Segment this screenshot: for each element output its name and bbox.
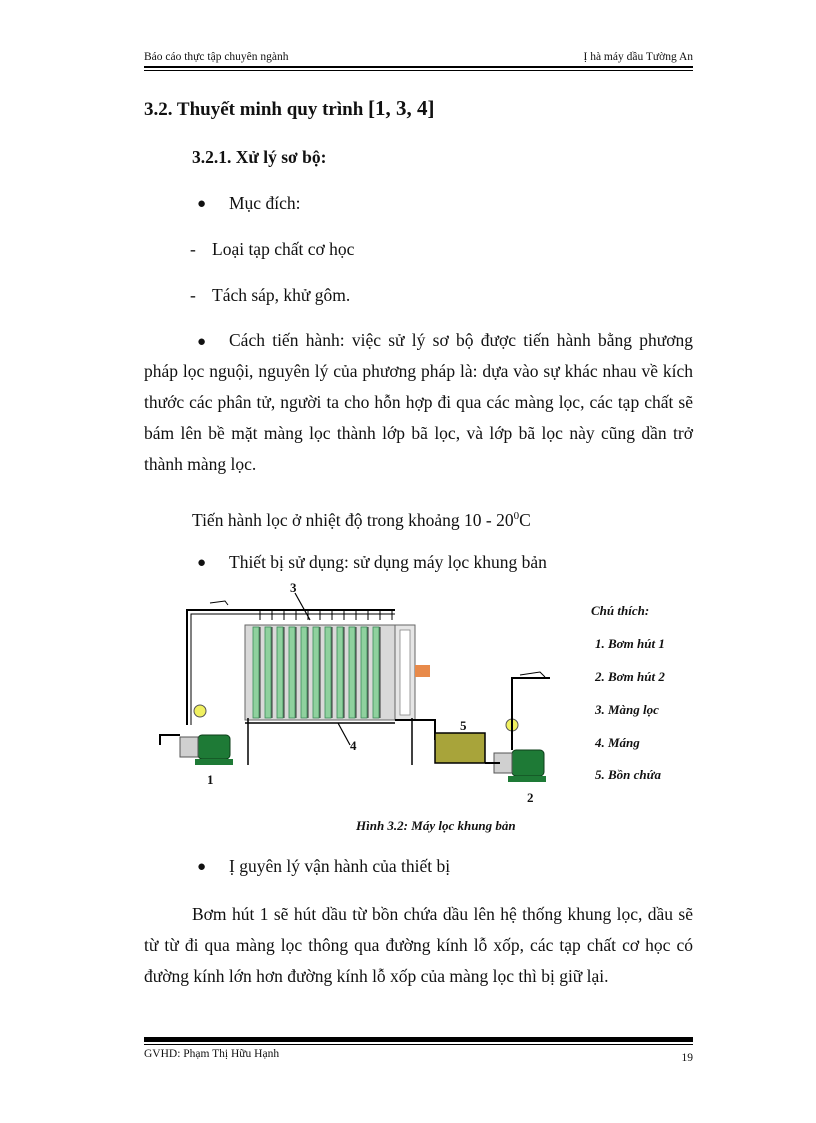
figure-label-3: 3 bbox=[290, 580, 297, 595]
inlet-manifold bbox=[250, 610, 395, 620]
legend-item-2: 2. Bơm hút 2 bbox=[595, 669, 665, 684]
temperature-superscript: 0 bbox=[513, 510, 520, 522]
method-paragraph bbox=[144, 325, 693, 480]
pump-1-icon bbox=[180, 735, 233, 765]
temperature-line bbox=[192, 502, 531, 534]
figure-label-2: 2 bbox=[527, 790, 534, 805]
footer-rule bbox=[144, 1037, 693, 1042]
pump-2-outlet-pipe bbox=[512, 678, 550, 750]
support-legs bbox=[248, 718, 412, 765]
temperature-unit: C bbox=[519, 509, 531, 530]
legend-item-4: 4. Máng bbox=[595, 735, 640, 750]
press-handle bbox=[415, 665, 430, 677]
temperature-text: Tiến hành lọc ở nhiệt độ trong khoảng 10 - 20 bbox=[192, 509, 514, 530]
dash-icon: - bbox=[190, 285, 196, 305]
figure-caption: Hình 3.2: Máy lọc khung bản bbox=[356, 818, 516, 833]
pointer-3 bbox=[295, 593, 310, 620]
bullet-principle: Ị guyên lý vận hành của thiết bị bbox=[229, 856, 451, 876]
legend-item-1: 1. Bơm hút 1 bbox=[595, 636, 665, 651]
dash-item-2: Tách sáp, khử gôm. bbox=[212, 285, 351, 305]
figure-label-4: 4 bbox=[350, 738, 357, 753]
footer-advisor: GVHD: Phạm Thị Hữu Hạnh bbox=[144, 1048, 280, 1060]
bullet-equipment: Thiết bị sử dụng: sử dụng máy lọc khung bản bbox=[229, 552, 547, 572]
header-rule-thin bbox=[144, 70, 693, 71]
bullet-icon: ● bbox=[197, 859, 207, 875]
bullet-purpose: Mục đích: bbox=[229, 193, 301, 213]
bullet-icon: ● bbox=[197, 196, 207, 212]
inlet-nozzle-icon bbox=[210, 601, 228, 605]
dash-icon: - bbox=[190, 239, 196, 259]
operation-paragraph bbox=[144, 899, 693, 992]
pump-2-icon bbox=[494, 750, 546, 782]
outlet-pipe bbox=[395, 720, 435, 740]
header-right: Ị hà máy dầu Tường An bbox=[583, 51, 693, 63]
subsection-title: 3.2.1. Xử lý sơ bộ: bbox=[192, 147, 327, 167]
footer-rule-thin bbox=[144, 1044, 693, 1045]
filter-press-diagram bbox=[150, 575, 580, 810]
figure-label-1: 1 bbox=[207, 772, 214, 787]
section-title bbox=[144, 96, 435, 121]
figure-label-5: 5 bbox=[460, 718, 467, 733]
section-reference: [1, 3, 4] bbox=[368, 96, 435, 120]
pointer-4 bbox=[338, 723, 350, 745]
dash-item-1: Loại tạp chất cơ học bbox=[212, 239, 355, 259]
header-rule bbox=[144, 66, 693, 68]
bullet-icon: ● bbox=[197, 334, 207, 350]
page-number: 19 bbox=[681, 1052, 693, 1064]
bullet-icon: ● bbox=[197, 555, 207, 571]
section-title-text: 3.2. Thuyết minh quy trình bbox=[144, 99, 364, 120]
legend-item-3: 3. Màng lọc bbox=[595, 702, 659, 717]
method-paragraph-text: Cách tiến hành: việc sử lý sơ bộ được tiến hành bằng phương pháp lọc nguội, nguyên lý của phương pháp là: dựa vào sự khác nhau về kích thước các phân tử, người ta cho hỗn hợp đi qua các màng lọc, các tạp chất sẽ bám lên bề mặt màng lọc thành lớp bã lọc, và lớp bã lọc này cũng dần trở thành màng lọc. bbox=[144, 330, 693, 474]
header-left: Báo cáo thực tập chuyên ngành bbox=[144, 51, 289, 63]
gauge-1-icon bbox=[194, 705, 206, 717]
legend-title: Chú thích: bbox=[591, 603, 650, 618]
outlet-nozzle-icon bbox=[520, 672, 545, 677]
legend-item-5: 5. Bồn chứa bbox=[595, 767, 661, 782]
operation-paragraph-text: Bơm hút 1 sẽ hút dầu từ bồn chứa dầu lên hệ thống khung lọc, dầu sẽ từ từ đi qua màng lọc thông qua đường kính lỗ xốp, các tạp chất cơ học có đường kính lớn hơn đường kính lỗ xốp của màng lọc thì bị giữ lại. bbox=[144, 904, 693, 986]
storage-tank bbox=[435, 733, 485, 763]
